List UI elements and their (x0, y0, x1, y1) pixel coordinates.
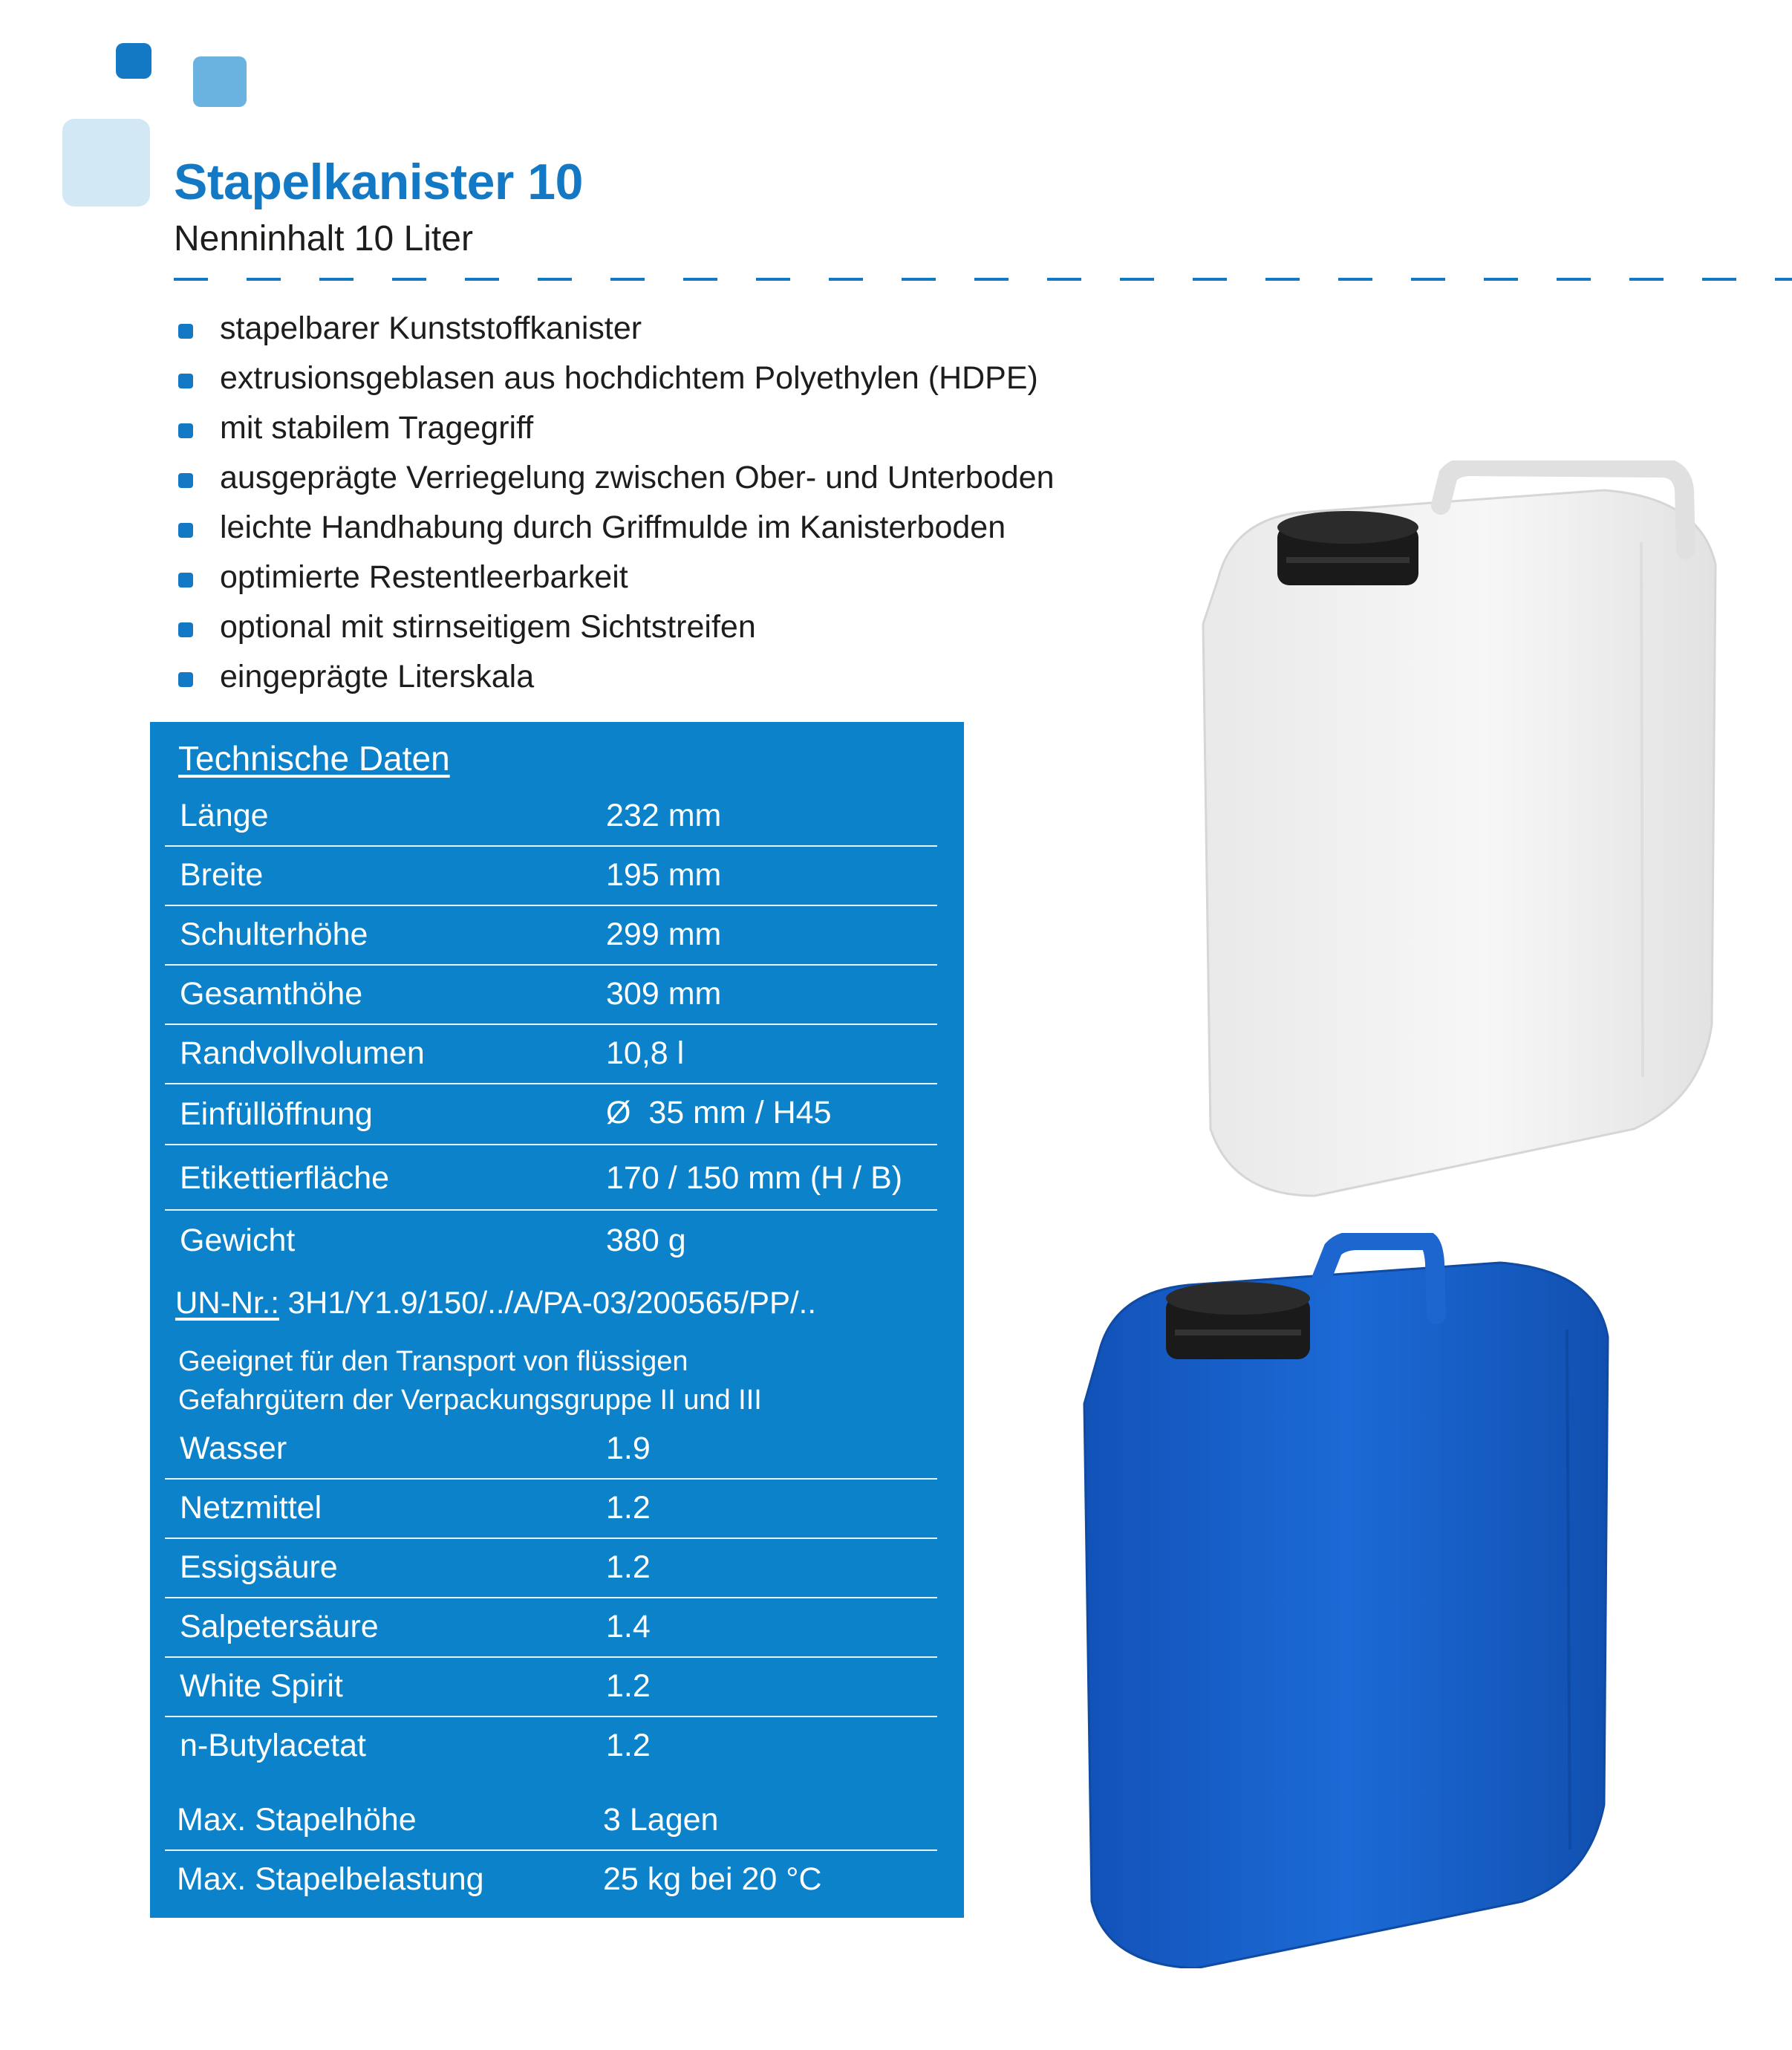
feature-item: stapelbarer Kunststoffkanister (178, 308, 1055, 357)
blue-canister-image (1077, 1233, 1619, 1968)
bullet-icon (178, 423, 193, 438)
spec-row: Einfüllöffnung Ø 35 mm / H45 (165, 1084, 937, 1145)
spec-row: Gewicht 380 g (180, 1223, 686, 1258)
bullet-icon (178, 473, 193, 488)
technical-data-panel (150, 722, 964, 1918)
un-number: UN-Nr.: 3H1/Y1.9/150/../A/PA-03/200565/PP/.. (175, 1285, 817, 1320)
blue-canister-cap (1166, 1282, 1310, 1359)
white-canister-image (1188, 461, 1738, 1203)
hazard-row: n-Butylacetat 1.2 (180, 1728, 651, 1763)
hazard-row: Netzmittel 1.2 (165, 1480, 937, 1539)
feature-item: ausgeprägte Verriegelung zwischen Ober- und Unterboden (178, 457, 1055, 507)
bullet-icon (178, 523, 193, 538)
spec-row: Breite 195 mm (165, 847, 937, 906)
spec-row: Randvollvolumen 10,8 l (165, 1025, 937, 1084)
stack-row: Max. Stapelhöhe 3 Lagen (165, 1792, 937, 1851)
decorative-square-small (116, 43, 151, 79)
spec-row: Gesamthöhe 309 mm (165, 966, 937, 1025)
feature-item: leichte Handhabung durch Griffmulde im Kanisterboden (178, 507, 1055, 556)
dashed-divider (174, 278, 1792, 281)
feature-item: optimierte Restentleerbarkeit (178, 556, 1055, 606)
hazard-row: Salpetersäure 1.4 (165, 1598, 937, 1658)
technical-data-title: Technische Daten (178, 739, 450, 778)
decorative-square-medium (193, 56, 247, 107)
hazard-row: Wasser 1.9 (165, 1420, 937, 1480)
decorative-square-large (62, 119, 150, 206)
stack-row: Max. Stapelbelastung 25 kg bei 20 °C (177, 1861, 822, 1897)
feature-item: eingeprägte Literskala (178, 656, 1055, 706)
page-subtitle: Nenninhalt 10 Liter (174, 219, 473, 258)
spec-row: Etikettierfläche 170 / 150 mm (H / B) (165, 1145, 937, 1211)
feature-item: mit stabilem Tragegriff (178, 407, 1055, 457)
feature-item: optional mit stirnseitigem Sichtstreifen (178, 606, 1055, 656)
feature-item: extrusionsgeblasen aus hochdichtem Polyethylen (HDPE) (178, 357, 1055, 407)
spec-row: Länge 232 mm (165, 787, 937, 847)
hazard-row: White Spirit 1.2 (165, 1658, 937, 1717)
spec-row: Schulterhöhe 299 mm (165, 906, 937, 966)
feature-list (178, 308, 1055, 706)
bullet-icon (178, 374, 193, 388)
hazard-note: Geeignet für den Transport von flüssigen Gefahrgütern der Verpackungsgruppe II und III (178, 1346, 762, 1416)
hazard-row: Essigsäure 1.2 (165, 1539, 937, 1598)
bullet-icon (178, 672, 193, 687)
bullet-icon (178, 324, 193, 339)
white-canister-cap (1277, 511, 1418, 585)
page-title: Stapelkanister 10 (174, 154, 583, 210)
bullet-icon (178, 573, 193, 588)
bullet-icon (178, 622, 193, 637)
